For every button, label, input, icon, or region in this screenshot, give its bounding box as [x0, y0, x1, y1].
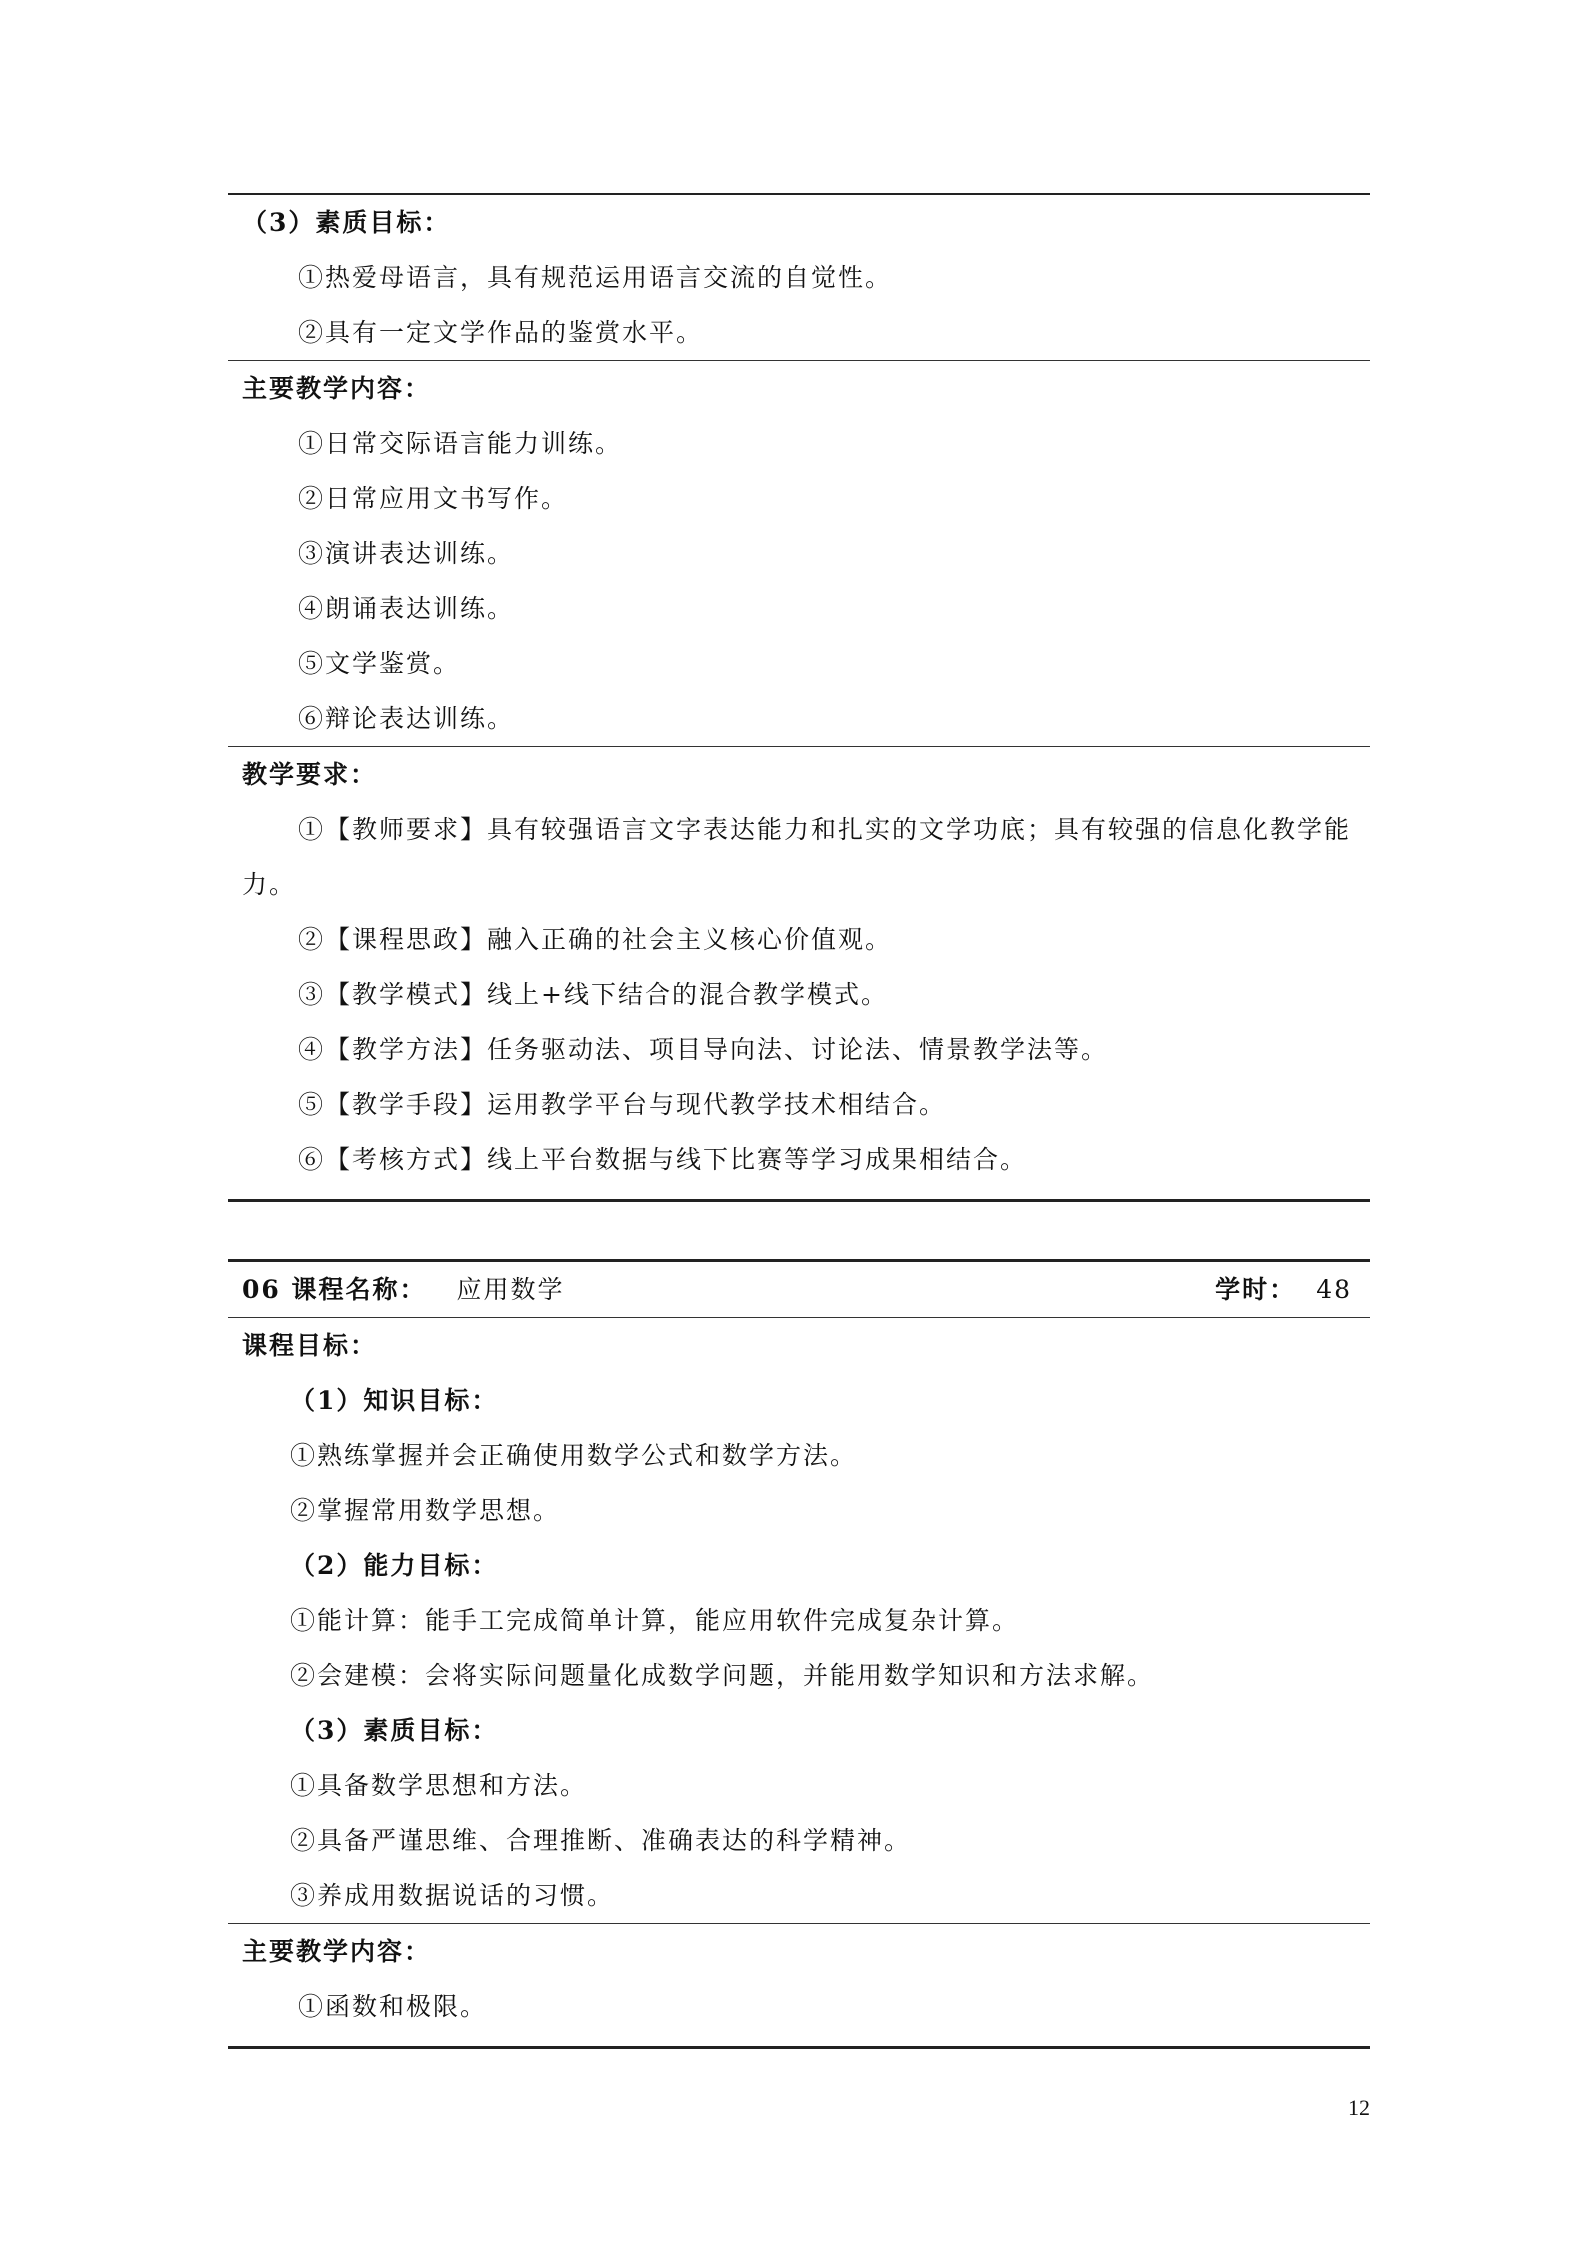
course-block-continuation	[228, 193, 1370, 1202]
list-item: ①具备数学思想和方法。	[290, 1771, 588, 1800]
ability-goals-heading: （2）能力目标：	[290, 1551, 499, 1580]
page-number: 12	[1348, 2095, 1370, 2120]
list-item: ②【课程思政】融入正确的社会主义核心价值观。	[298, 925, 893, 954]
list-item: ⑥辩论表达训练。	[298, 704, 515, 733]
list-item: ④朗诵表达训练。	[298, 594, 515, 623]
list-item: ③【教学模式】线上+线下结合的混合教学模式。	[298, 980, 888, 1009]
list-item: ①热爱母语言，具有规范运用语言交流的自觉性。	[298, 263, 893, 292]
list-item: ③养成用数据说话的习惯。	[290, 1881, 615, 1910]
main-content-section	[228, 360, 1370, 746]
teaching-requirements-heading: 教学要求：	[242, 760, 378, 789]
list-item: ①函数和极限。	[298, 1992, 488, 2021]
list-item: ⑤文学鉴赏。	[298, 649, 461, 678]
course-header-section	[228, 1262, 1370, 1317]
list-item: ②掌握常用数学思想。	[290, 1496, 561, 1525]
course-block-applied-math	[228, 1259, 1370, 2049]
course-name-label: 06 课程名称：	[242, 1275, 427, 1304]
course-name: 应用数学	[456, 1275, 565, 1304]
list-item: ①【教师要求】具有较强语言文字表达能力和扎实的文学功底；具有较强的信息化教学能力。	[242, 815, 1352, 899]
list-item: ②具备严谨思维、合理推断、准确表达的科学精神。	[290, 1826, 912, 1855]
list-item: ③演讲表达训练。	[298, 539, 515, 568]
course-goals-heading: 课程目标：	[242, 1331, 378, 1360]
list-item: ②具有一定文学作品的鉴赏水平。	[298, 318, 704, 347]
teaching-requirements-section	[228, 746, 1370, 1199]
course-goals-section	[228, 1317, 1370, 1923]
main-content-section	[228, 1923, 1370, 2046]
hours-value: 48	[1316, 1275, 1352, 1304]
list-item: ①日常交际语言能力训练。	[298, 429, 623, 458]
document-page	[228, 193, 1370, 2049]
list-item: ①能计算：能手工完成简单计算，能应用软件完成复杂计算。	[290, 1606, 1020, 1635]
list-item: ④【教学方法】任务驱动法、项目导向法、讨论法、情景教学法等。	[298, 1035, 1109, 1064]
knowledge-goals-heading: （1）知识目标：	[290, 1386, 499, 1415]
list-item: ⑤【教学手段】运用教学平台与现代教学技术相结合。	[298, 1090, 947, 1119]
quality-goals-heading: （3）素质目标：	[242, 208, 451, 237]
quality-goals-heading: （3）素质目标：	[290, 1716, 499, 1745]
hours-label: 学时：	[1215, 1275, 1297, 1304]
list-item: ⑥【考核方式】线上平台数据与线下比赛等学习成果相结合。	[298, 1145, 1028, 1174]
list-item: ①熟练掌握并会正确使用数学公式和数学方法。	[290, 1441, 858, 1470]
main-content-heading: 主要教学内容：	[242, 374, 432, 403]
list-item: ②会建模：会将实际问题量化成数学问题，并能用数学知识和方法求解。	[290, 1661, 1155, 1690]
list-item: ②日常应用文书写作。	[298, 484, 569, 513]
quality-goals-section	[228, 195, 1370, 360]
main-content-heading: 主要教学内容：	[242, 1937, 432, 1966]
course-header-row	[228, 1262, 1370, 1317]
